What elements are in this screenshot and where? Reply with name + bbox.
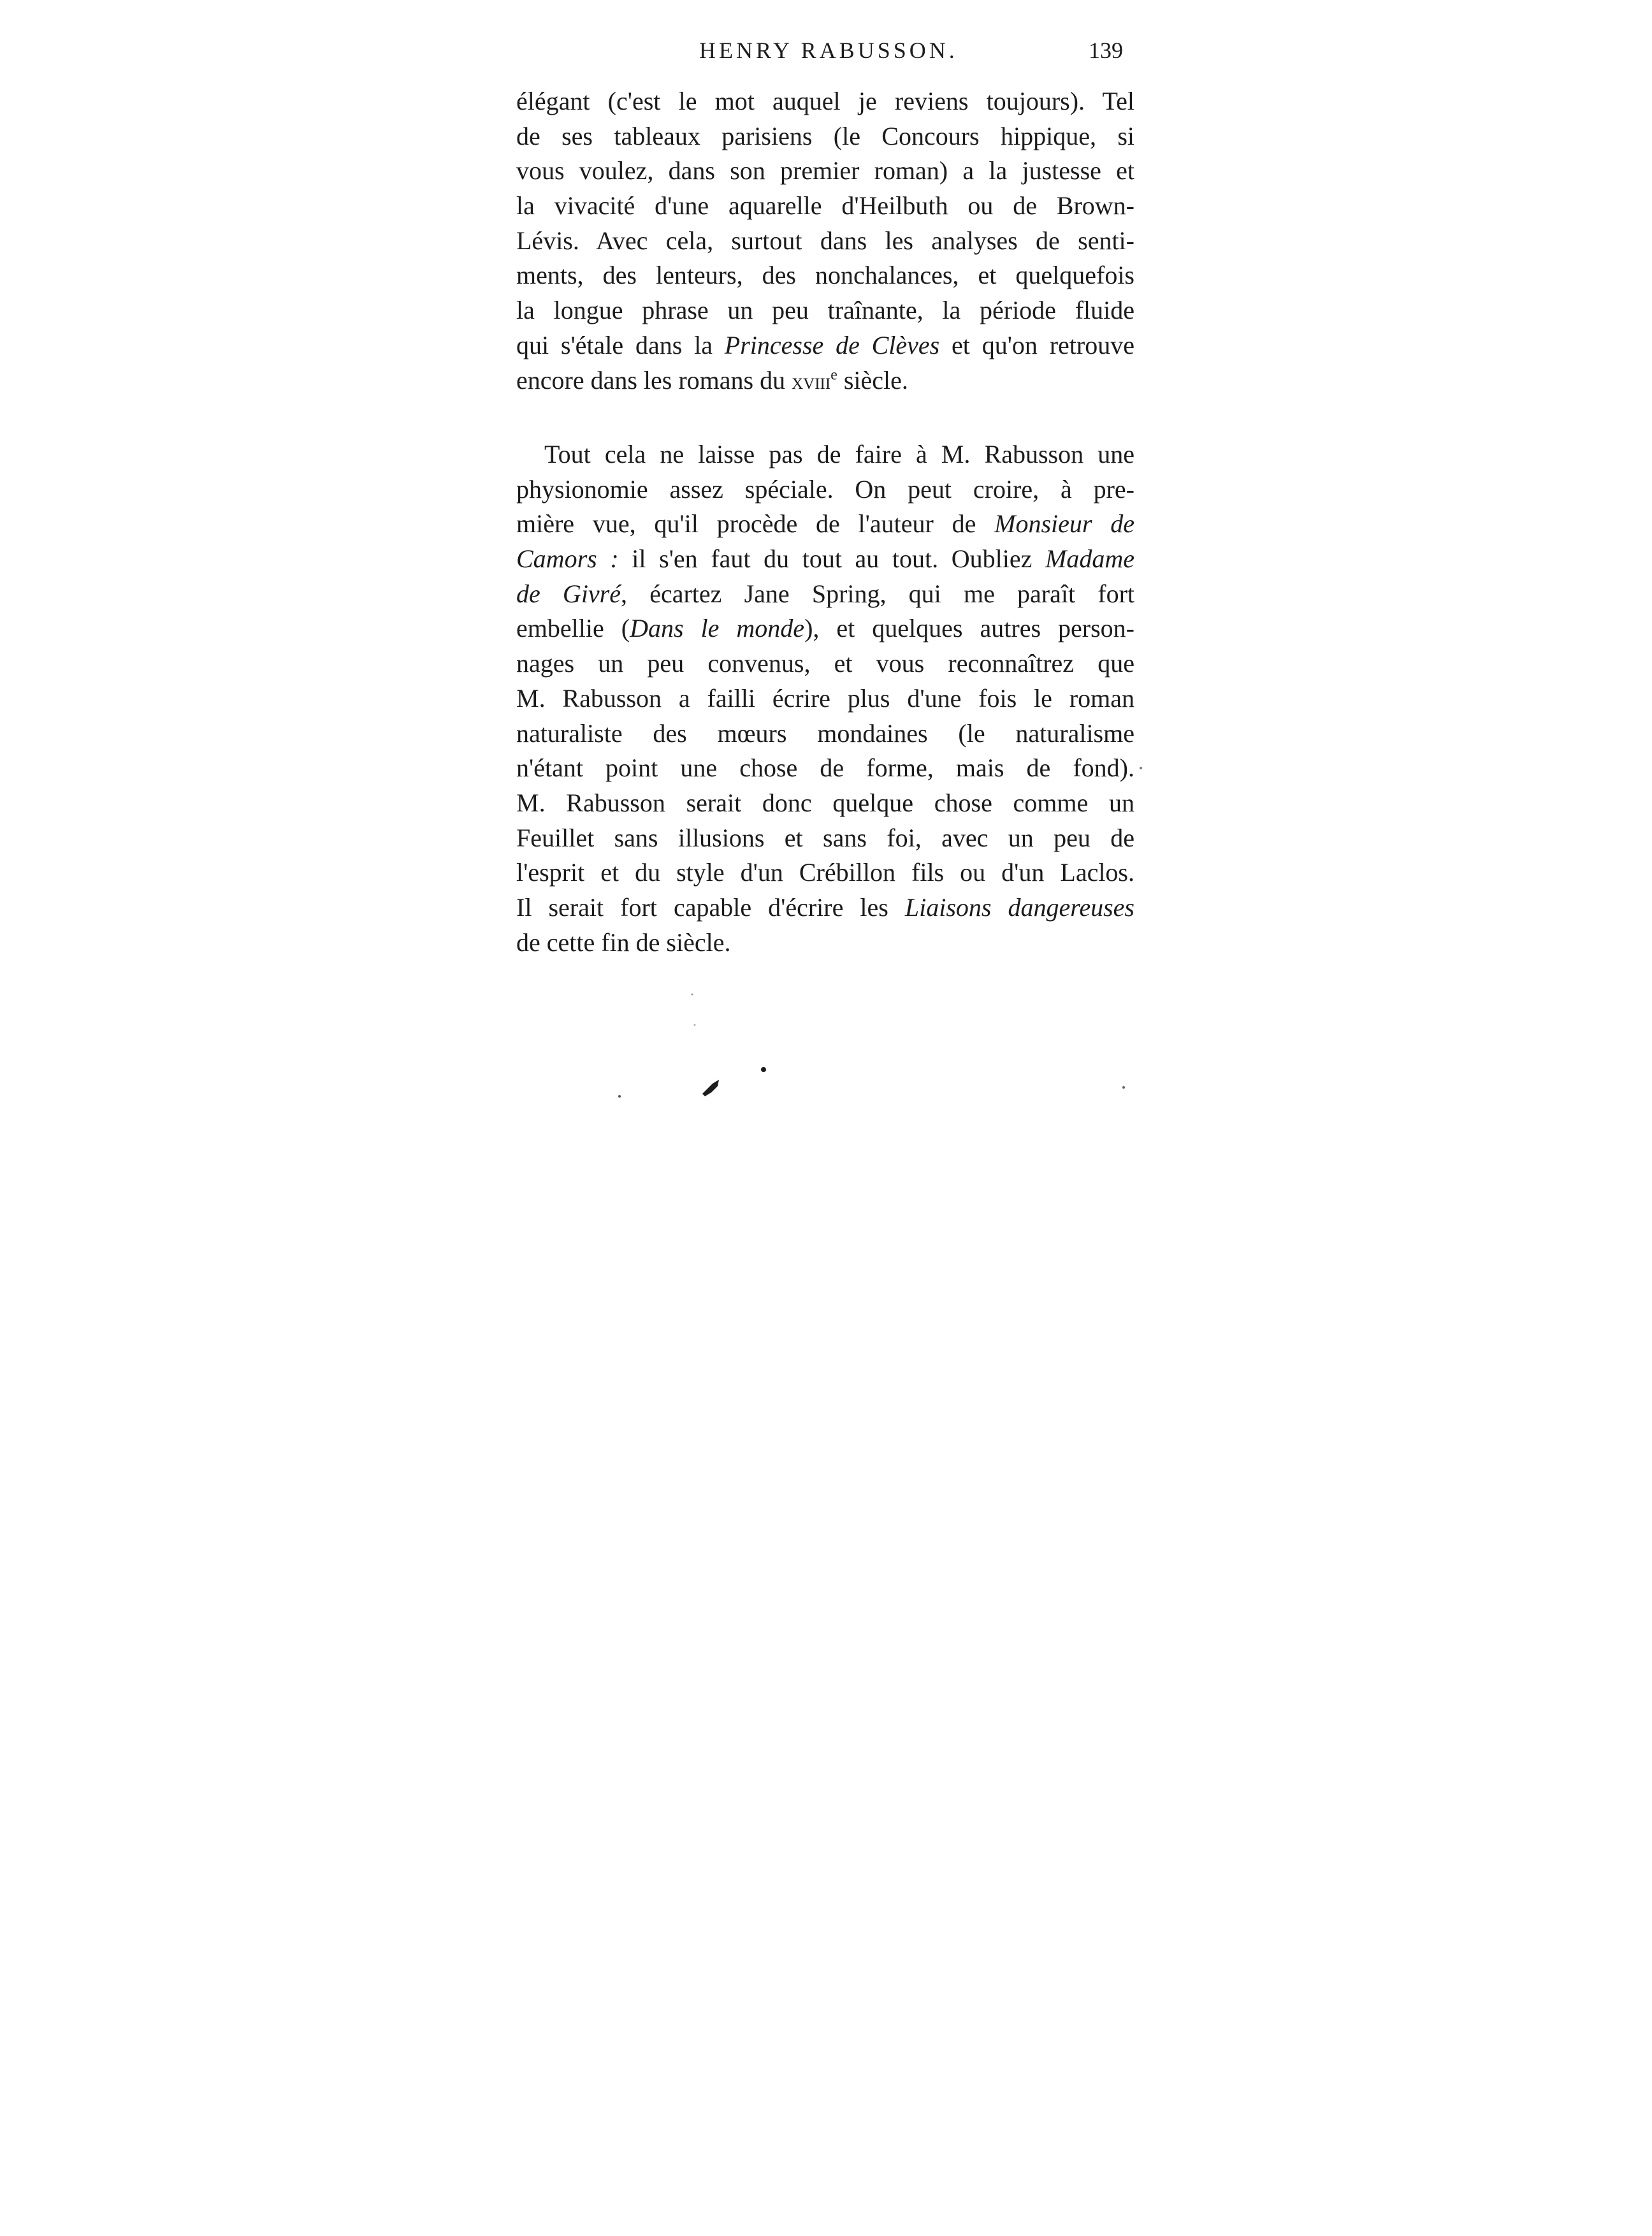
- page-number: 139: [1089, 38, 1123, 63]
- text-line: Lévis. Avec cela, surtout dans les analyses de senti-: [516, 226, 1134, 255]
- italic-title: Princesse de Clèves: [724, 330, 940, 359]
- italic-title: Dans le monde: [630, 614, 805, 643]
- text-line: encore dans les romans du xviii$^e$ siècle.: [516, 365, 908, 395]
- text-line: nages un peu convenus, et vous reconnaîtrez que: [516, 649, 1134, 678]
- text-line: physionomie assez spéciale. On peut croire, à pre-: [516, 474, 1134, 504]
- ink-speck: [694, 1024, 696, 1026]
- text-line: de ses tableaux parisiens (le Concours hippique, si: [516, 121, 1134, 150]
- text-line: M. Rabusson serait donc quelque chose comme un: [516, 788, 1134, 817]
- text-line: M. Rabusson a failli écrire plus d'une fois le roman: [516, 683, 1134, 713]
- text-line: Tout cela ne laisse pas de faire à M. Rabusson une: [544, 440, 1134, 468]
- running-header: [516, 37, 1154, 75]
- text-line: qui s'étale dans la Princesse de Clèves et qu'on retrouve: [516, 330, 1134, 359]
- ink-speck: [618, 1095, 621, 1098]
- paragraph-1: [516, 84, 1134, 398]
- text-line: l'esprit et du style d'un Crébillon fils ou d'un Laclos.: [516, 858, 1134, 887]
- text-line: embellie (Dans le monde), et quelques autres person-: [516, 614, 1134, 643]
- paragraph-2: [516, 437, 1134, 960]
- ink-blot: [702, 1080, 719, 1096]
- text-line: de Givré, écartez Jane Spring, qui me paraît fort: [516, 579, 1134, 608]
- superscript: e: [830, 367, 837, 384]
- italic-title: Liaisons dangereuses: [904, 892, 1134, 922]
- text-line: mière vue, qu'il procède de l'auteur de Monsieur de: [516, 509, 1134, 539]
- text-line: naturaliste des mœurs mondaines (le naturalisme: [516, 718, 1134, 748]
- text-line: la longue phrase un peu traînante, la période fluide: [516, 296, 1134, 325]
- text-line: de cette fin de siècle.: [516, 927, 731, 957]
- text-line: Il serait fort capable d'écrire les Liaisons dangereuses: [516, 892, 1134, 922]
- italic-title: Camors :: [516, 544, 619, 574]
- text-line: ments, des lenteurs, des nonchalances, et quelquefois: [516, 261, 1134, 290]
- italic-title: Madame: [1045, 544, 1134, 574]
- text-line: élégant (c'est le mot auquel je reviens toujours). Tel: [516, 87, 1134, 115]
- italic-title: de Givré: [516, 579, 621, 608]
- text-line: Camors : il s'en faut du tout au tout. Oubliez Madame: [516, 544, 1134, 574]
- ink-speck: [1140, 767, 1142, 769]
- century-numeral: xviii: [792, 368, 831, 394]
- text-line: Feuillet sans illusions et sans foi, avec un peu de: [516, 823, 1134, 852]
- text-line: la vivacité d'une aquarelle d'Heilbuth ou de Brown-: [516, 191, 1134, 221]
- italic-title: Monsieur de: [994, 509, 1134, 539]
- ink-speck: [1122, 1086, 1125, 1089]
- text-line: n'étant point une chose de forme, mais de fond).: [516, 753, 1134, 783]
- text-line: vous voulez, dans son premier roman) a la justesse et: [516, 156, 1134, 185]
- ink-speck: [692, 994, 693, 996]
- ink-speck: [761, 1067, 766, 1072]
- running-title: HENRY RABUSSON.: [699, 38, 958, 63]
